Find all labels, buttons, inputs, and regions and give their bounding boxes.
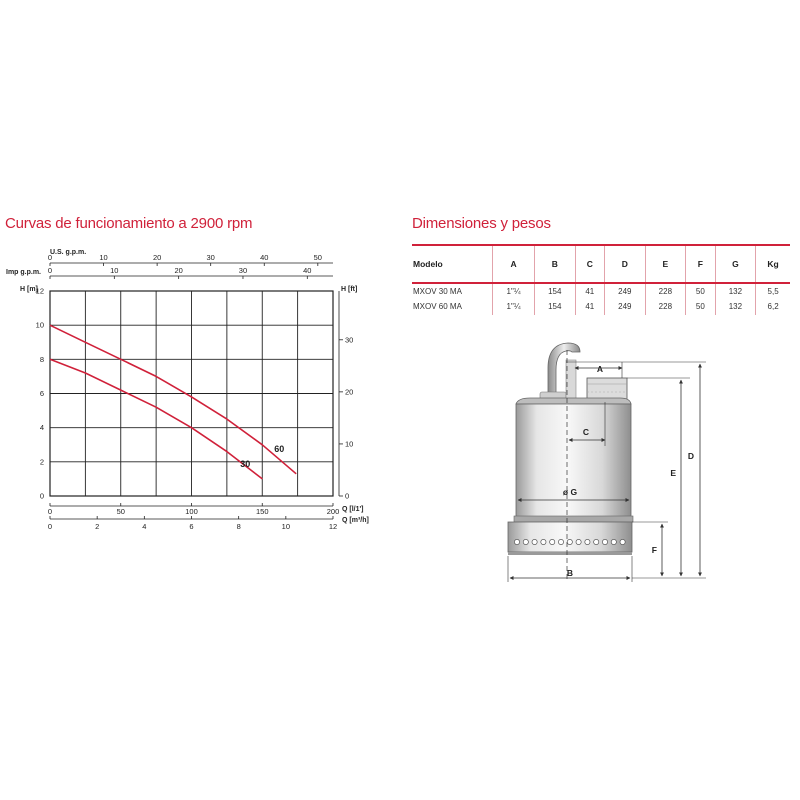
col-header-g: G	[715, 245, 756, 283]
us-gpm-label: U.S. g.p.m.	[50, 249, 87, 256]
cell-b: 154	[535, 283, 576, 299]
cell-g: 132	[715, 299, 756, 315]
col-header-e: E	[645, 245, 686, 283]
base-hole	[523, 539, 528, 544]
x-axis-label: Q [l/1']	[342, 506, 364, 513]
pump-dimension-diagram	[480, 330, 780, 590]
usgpm-tick-label: 40	[260, 253, 269, 262]
m3h-tick-label: 6	[189, 522, 194, 531]
ft-tick-label: 10	[345, 439, 354, 449]
outlet-port	[587, 378, 627, 400]
col-header-d: D	[605, 245, 646, 283]
cell-kg: 5,5	[756, 283, 790, 299]
x-tick-label: 100	[185, 507, 198, 516]
base-hole	[558, 539, 563, 544]
y-axis-label: H [m]	[20, 286, 38, 293]
ft-tick-label: 0	[345, 491, 350, 501]
dimensions-table	[412, 244, 790, 315]
col-header-b: B	[535, 245, 576, 283]
cell-model: MXOV 30 MA	[413, 287, 462, 296]
col-header-f: F	[686, 245, 716, 283]
base-hole	[611, 539, 616, 544]
ft-tick-label: 30	[345, 335, 354, 345]
table-row	[412, 283, 790, 299]
base-hole	[541, 539, 546, 544]
m3h-tick-label: 2	[95, 522, 100, 531]
base-hole	[602, 539, 607, 544]
x2-axis-label: Q [m³/h]	[342, 517, 369, 524]
cell-kg: 6,2	[756, 299, 790, 315]
dim-label-f: F	[651, 545, 657, 555]
performance-chart	[0, 240, 400, 560]
base-hole	[594, 539, 599, 544]
cell-c: 41	[575, 299, 605, 315]
usgpm-tick-label: 10	[99, 253, 108, 262]
dim-label-e: E	[670, 468, 676, 478]
series-line-60	[50, 325, 296, 474]
m3h-tick-label: 4	[142, 522, 147, 531]
y-tick-label: 8	[39, 354, 44, 364]
base-hole	[585, 539, 590, 544]
impgpm-tick-label: 20	[174, 266, 183, 275]
col-header-a: A	[493, 245, 535, 283]
chart-ticks	[36, 253, 354, 531]
x-tick-label: 50	[116, 507, 125, 516]
usgpm-tick-label: 30	[206, 253, 215, 262]
base-hole	[576, 539, 581, 544]
cell-f: 50	[686, 299, 716, 315]
dim-label-d: D	[687, 451, 694, 461]
m3h-tick-label: 8	[236, 522, 241, 531]
usgpm-tick-label: 50	[313, 253, 322, 262]
cell-f: 50	[686, 283, 716, 299]
impgpm-tick-label: 10	[110, 266, 119, 275]
usgpm-tick-label: 20	[152, 253, 162, 262]
cell-e: 228	[645, 283, 686, 299]
cell-model: MXOV 60 MA	[413, 302, 462, 311]
pump-base	[508, 522, 632, 552]
dim-label-b: B	[566, 568, 574, 578]
ft-tick-label: 20	[345, 387, 354, 397]
usgpm-tick-label: 0	[47, 253, 53, 262]
cell-b: 154	[535, 299, 576, 315]
cell-c: 41	[575, 283, 605, 299]
pump-collar	[514, 516, 633, 522]
cell-e: 228	[645, 299, 686, 315]
pump-top-cap	[516, 398, 631, 404]
series-label-60: 60	[274, 443, 285, 454]
cell-d: 249	[605, 283, 646, 299]
table-row	[412, 299, 790, 315]
dim-label-c: C	[582, 427, 590, 437]
col-header-c: C	[575, 245, 605, 283]
col-header-model: Modelo	[412, 245, 493, 283]
dims-title: Dimensiones y pesos	[412, 215, 551, 232]
m3h-tick-label: 0	[47, 522, 53, 531]
base-hole	[514, 539, 519, 544]
y-tick-label: 10	[35, 320, 44, 330]
base-hole	[532, 539, 537, 544]
y-tick-label: 2	[39, 457, 44, 467]
y-tick-label: 0	[39, 491, 44, 501]
y-tick-label: 12	[35, 286, 44, 296]
base-hole	[550, 539, 555, 544]
base-hole	[567, 539, 572, 544]
chart-series	[50, 325, 296, 479]
y-tick-label: 6	[39, 389, 44, 398]
x-tick-label: 200	[326, 507, 340, 516]
cell-d: 249	[605, 299, 646, 315]
x-tick-label: 150	[255, 507, 269, 516]
dim-label-a: A	[596, 364, 604, 374]
impgpm-tick-label: 40	[303, 266, 312, 275]
base-hole	[620, 539, 625, 544]
cell-a: 1"¼	[493, 283, 535, 299]
y-right-axis-label: H [ft]	[341, 286, 358, 293]
x-tick-label: 0	[47, 507, 53, 516]
impgpm-tick-label: 30	[238, 266, 248, 275]
cell-a: 1"¼	[493, 299, 535, 315]
impgpm-tick-label: 0	[47, 266, 53, 275]
m3h-tick-label: 10	[281, 522, 291, 531]
imp-gpm-label: Imp g.p.m.	[6, 269, 41, 276]
y-tick-label: 4	[39, 423, 44, 433]
curves-title: Curvas de funcionamiento a 2900 rpm	[5, 215, 253, 232]
col-header-kg: Kg	[756, 245, 790, 283]
handle-post	[566, 360, 576, 400]
m3h-tick-label: 12	[328, 522, 338, 531]
dim-label-g: ø G	[562, 487, 578, 497]
series-label-30: 30	[240, 458, 251, 469]
pump-body	[516, 404, 631, 518]
cell-g: 132	[715, 283, 756, 299]
chart-grid	[50, 291, 333, 496]
